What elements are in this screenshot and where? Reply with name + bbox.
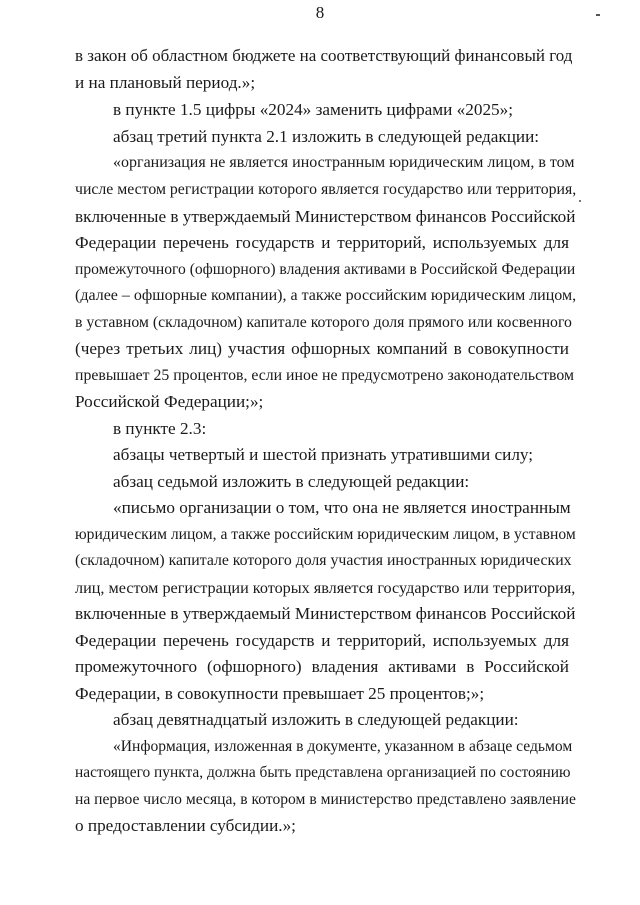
text-line: абзац девятнадцатый изложить в следующей редакции: xyxy=(113,710,519,729)
text-line: в пункте 1.5 цифры «2024» заменить цифрами «2025»; xyxy=(113,100,514,119)
scan-mark xyxy=(596,14,600,16)
text-line: промежуточного (офшорного) владения активами в Российской Федерации xyxy=(75,261,576,278)
text-line: юридическим лицом, а также российским юридическим лицом, в уставном xyxy=(75,526,576,543)
text-line: (далее – офшорные компании), а также российским юридическим лицом, xyxy=(75,287,577,304)
text-line: (через третьих лиц) участия офшорных компаний в совокупности xyxy=(75,339,569,358)
text-line: о предоставлении субсидии.»; xyxy=(75,816,296,835)
text-line: «Информация, изложенная в документе, указанном в абзаце седьмом xyxy=(113,738,573,755)
text-line: включенные в утверждаемый Министерством финансов Российской xyxy=(75,604,576,623)
text-line: лиц, местом регистрации которых является государство или территория, xyxy=(75,579,576,597)
text-line: Федерации, в совокупности превышает 25 процентов;»; xyxy=(75,684,485,703)
text-line: «организация не является иностранным юридическим лицом, в том xyxy=(113,154,575,171)
text-line: в закон об областном бюджете на соответствующий финансовый год xyxy=(75,46,573,65)
text-line: промежуточного (офшорного) владения активами в Российской xyxy=(75,657,569,676)
text-line: «письмо организации о том, что она не является иностранным xyxy=(113,498,571,517)
text-line: включенные в утверждаемый Министерством финансов Российской xyxy=(75,207,576,226)
text-line: Федерации перечень государств и территорий, используемых для xyxy=(75,233,569,252)
text-line: абзацы четвертый и шестой признать утратившими силу; xyxy=(113,445,534,464)
text-line: в пункте 2.3: xyxy=(113,419,207,438)
text-line: в уставном (складочном) капитале которого доля прямого или косвенного xyxy=(75,314,572,331)
text-line: (складочном) капитале которого доля участия иностранных юридических xyxy=(75,552,572,569)
text-line: и на плановый период.»; xyxy=(75,73,256,92)
text-line: абзац третий пункта 2.1 изложить в следующей редакции: xyxy=(113,127,540,146)
page-number: 8 xyxy=(315,3,325,22)
scan-speck xyxy=(579,200,581,202)
text-line: Федерации перечень государств и территорий, используемых для xyxy=(75,631,569,650)
text-line: Российской Федерации;»; xyxy=(75,392,264,411)
text-line: превышает 25 процентов, если иное не предусмотрено законодательством xyxy=(75,367,574,384)
text-line: настоящего пункта, должна быть представлена организацией по состоянию xyxy=(75,764,571,781)
text-line: абзац седьмой изложить в следующей редакции: xyxy=(113,472,470,491)
text-line: числе местом регистрации которого является государство или территория, xyxy=(75,181,577,198)
text-line: на первое число месяца, в котором в министерство представлено заявление xyxy=(75,791,576,808)
